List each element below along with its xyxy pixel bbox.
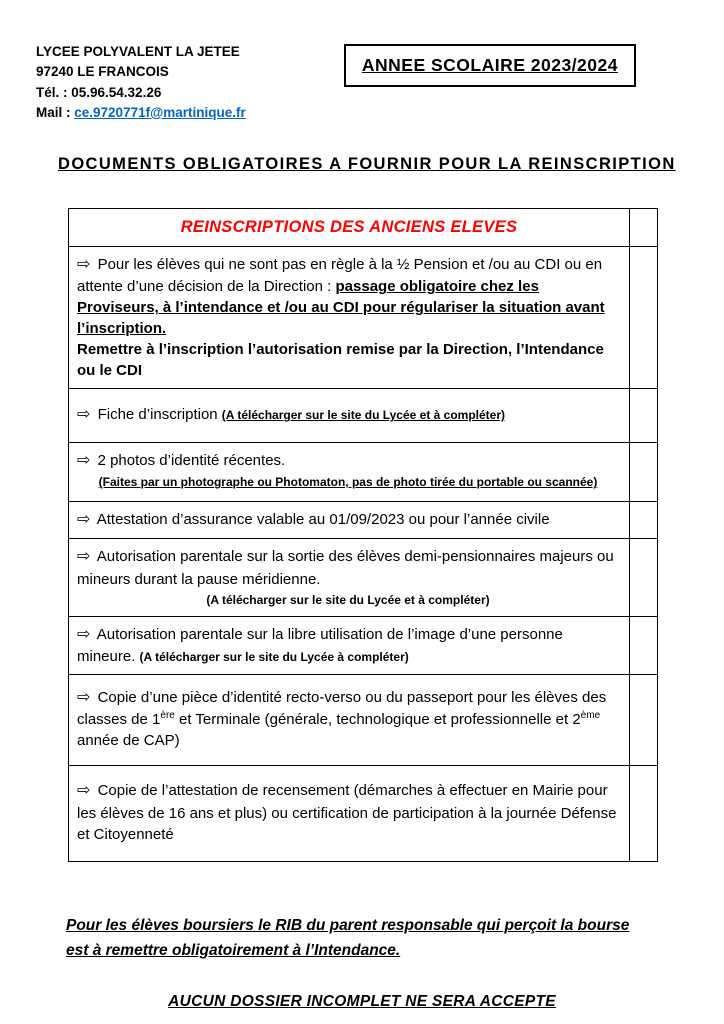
table-row-recensement	[69, 766, 658, 861]
table-header-row	[69, 209, 658, 247]
row7-sup-1: ère	[160, 710, 175, 722]
page-title: DOCUMENTS OBLIGATOIRES A FOURNIR POUR LA REINSCRIPTION	[58, 155, 676, 173]
table-header-title: REINSCRIPTIONS DES ANCIENS ELEVES	[180, 218, 518, 236]
footer-boursiers-note: Pour les élèves boursiers le RIB du parent responsable qui perçoit la bourse est à remettre obligatoirement à l’Intendance.	[66, 916, 630, 959]
school-phone: Tél. : 05.96.54.32.26	[36, 84, 162, 100]
row2-note: (A télécharger sur le site du Lycée et à compléter)	[221, 408, 506, 423]
arrow-icon: ⇨	[77, 782, 91, 800]
row7-text-1: Copie d’une pièce d’identité recto-verso ou du passeport pour les élèves des classes de 1	[77, 688, 607, 729]
table-row-photos	[69, 442, 658, 501]
school-year-box: ANNEE SCOLAIRE 2023/2024	[344, 44, 636, 87]
school-mail-line	[36, 103, 246, 123]
footer-warning: AUCUN DOSSIER INCOMPLET NE SERA ACCEPTE	[168, 993, 556, 1011]
table-row-fiche-inscription	[69, 389, 658, 442]
arrow-icon: ⇨	[77, 548, 91, 566]
checkbox-cell	[630, 766, 658, 861]
checkbox-cell	[630, 442, 658, 501]
row1-bold-underline: passage obligatoire chez les Proviseurs, à l’intendance et /ou au CDI pour régulariser la situation avant l’inscription.	[77, 278, 605, 338]
mail-label: Mail :	[36, 104, 75, 120]
row1-text: Pour les élèves qui ne sont pas en règle à la ½ Pension et /ou au CDI ou en attente d’une décision de la Direction :	[77, 256, 603, 296]
school-name: LYCEE POLYVALENT LA JETEE	[36, 44, 240, 59]
arrow-icon: ⇨	[77, 256, 91, 273]
row2-text: Fiche d’inscription	[93, 406, 222, 424]
row6-text: Autorisation parentale sur la libre utilisation de l’image d’une personne mineure.	[77, 625, 563, 665]
row4-text: Attestation d’assurance valable au 01/09/2023 ou pour l’année civile	[93, 510, 550, 528]
arrow-icon: ⇨	[77, 688, 91, 706]
arrow-icon: ⇨	[77, 406, 91, 424]
row3-note: (Faites par un photographe ou Photomaton, pas de photo tirée du portable ou scannée)	[98, 475, 598, 490]
row1-bold-line: Remettre à l’inscription l’autorisation remise par la Direction, l’Intendance ou le CDI	[77, 341, 604, 380]
table-header-cell	[69, 209, 630, 247]
checkbox-cell	[630, 539, 658, 616]
page-header	[36, 42, 688, 123]
checkbox-cell	[630, 616, 658, 674]
school-info-block	[36, 42, 246, 123]
row7-text-2: et Terminale (générale, technologique et professionnelle et 2	[174, 711, 581, 729]
row6-note: (A télécharger sur le site du Lycée à compléter)	[139, 649, 409, 664]
row3-text: 2 photos d’identité récentes.	[93, 451, 286, 469]
checkbox-cell	[630, 389, 658, 442]
table-row-sortie-demi-pensionnaires	[69, 539, 658, 616]
reinscriptions-table	[68, 208, 658, 862]
table-row-piece-identite	[69, 674, 658, 765]
row7-sup-2: ème	[580, 710, 601, 722]
arrow-icon: ⇨	[77, 510, 91, 528]
table-row-droit-image	[69, 616, 658, 674]
arrow-icon: ⇨	[77, 625, 91, 643]
table-row-assurance	[69, 501, 658, 538]
mail-link[interactable]: ce.9720771f@martinique.fr	[74, 104, 246, 120]
school-address: 97240 LE FRANCOIS	[36, 64, 169, 80]
checkbox-cell	[630, 247, 658, 389]
arrow-icon: ⇨	[77, 451, 91, 469]
row7-text-3: année de CAP)	[77, 732, 180, 750]
checkbox-cell	[630, 209, 658, 247]
table-row-regularisation	[69, 247, 658, 389]
row5-note: (A télécharger sur le site du Lycée et à compléter)	[206, 592, 490, 607]
row8-text: Copie de l’attestation de recensement (démarches à effectuer en Mairie pour les élèves de 16 ans et plus) ou certification de participation à la journée Défense et Citoyenneté	[77, 782, 617, 843]
checkbox-cell	[630, 674, 658, 765]
row5-text: Autorisation parentale sur la sortie des élèves demi-pensionnaires majeurs ou mineurs durant la pause méridienne.	[77, 548, 614, 588]
checkbox-cell	[630, 501, 658, 538]
